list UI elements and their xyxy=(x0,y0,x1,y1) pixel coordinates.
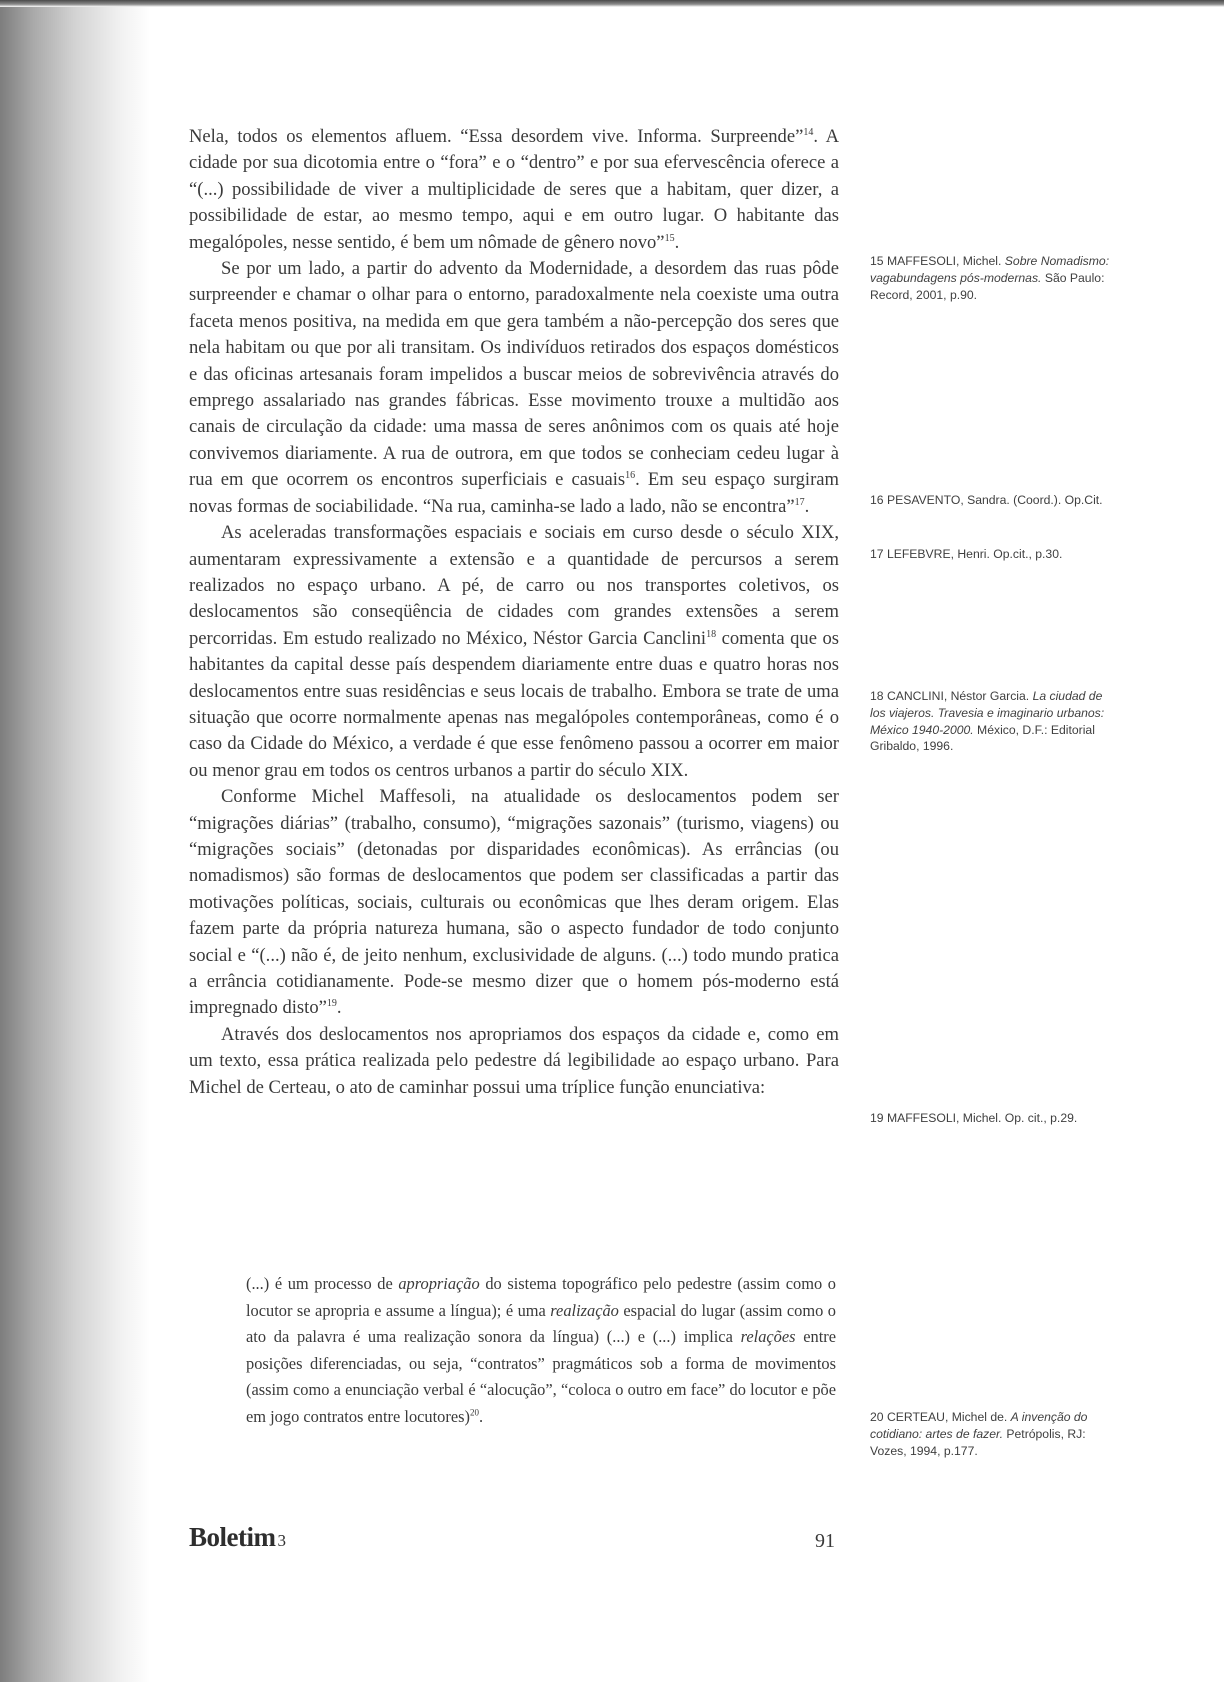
note-text: 18 CANCLINI, Néstor Garcia. xyxy=(870,689,1033,703)
text-run: do sistema topográfico pelo pedestre (assim como o locutor se apropria e assume a língua); é uma xyxy=(246,1274,836,1320)
text-run: . xyxy=(804,495,810,517)
note-title: A invenção do cotidiano: artes de fazer. xyxy=(870,1410,1088,1441)
publication-name: Boletim xyxy=(189,1522,276,1552)
sidenote-17 xyxy=(870,546,1110,563)
sidenote-18 xyxy=(870,688,1110,755)
note-text: 16 PESAVENTO, Sandra. (Coord.). Op.Cit. xyxy=(870,493,1103,507)
footnote-ref-18: 18 xyxy=(706,628,717,640)
block-quote xyxy=(246,1271,836,1430)
footnote-ref-16: 16 xyxy=(625,470,636,482)
text-run: Através dos deslocamentos nos apropriamos dos espaços da cidade e, como em um texto, essa prática realizada pelo pedestre dá legibilidade ao espaço urbano. Para Michel de Certeau, o ato de caminhar possui uma tríplice função enunciativa: xyxy=(189,1023,839,1098)
body-text xyxy=(189,124,839,1101)
text-run: . xyxy=(336,997,342,1019)
note-text: 19 MAFFESOLI, Michel. Op. cit., p.29. xyxy=(870,1111,1078,1125)
paragraph-2 xyxy=(189,256,839,520)
book-gutter-shadow xyxy=(0,0,150,1682)
note-text: México, D.F.: Editorial Gribaldo, 1996. xyxy=(870,722,1095,754)
text-run: . Em seu espaço surgiram novas formas de sociabilidade. “Na rua, caminha-se lado a lado, não se encontra” xyxy=(189,469,839,517)
paragraph-1 xyxy=(189,124,839,256)
note-text: 15 MAFFESOLI, Michel. xyxy=(870,254,1005,268)
emphasis: apropriação xyxy=(398,1274,480,1293)
text-run: . xyxy=(478,1406,484,1426)
footnote-ref-19: 19 xyxy=(326,998,337,1010)
text-run: As aceleradas transformações espaciais e sociais em curso desde o século XIX, aumentaram expressivamente a extensão e a quantidade de percursos a serem realizados no espaço urbano. A pé, de carro ou nos transportes coletivos, os deslocamentos são conseqüência de cidades com grandes extensões a serem percorridas. Em estudo realizado no México, Néstor Garcia Canclini xyxy=(189,522,839,649)
text-run: Se por um lado, a partir do advento da Modernidade, a desordem das ruas pôde surpreender e chamar o olhar para o entorno, paradoxalmente nela coexiste uma outra faceta menos positiva, na medida em que gera também a não-percepção dos seres que nela habitam ou que por ali transitam. Os indivíduos retirados dos espaços domésticos e das oficinas artesanais foram impelidos a buscar meios de sobrevivência através do emprego assalariado nas grandes fábricas. Esse movimento trouxe a multidão aos canais de circulação da cidade: uma massa de seres anônimos com os quais até hoje convivemos diariamente. A rua de outrora, em que todos se conheciam cedeu lugar à rua em que ocorrem os encontros superficiais e casuais xyxy=(189,258,839,491)
text-run: . A cidade por sua dicotomia entre o “fora” e o “dentro” e por sua efervescência oferece a “(...) possibilidade de viver a multiplicidade de seres que a habitam, quer dizer, a possibilidade de estar, ao mesmo tempo, aqui e em outro lugar. O habitante das megalópoles, nesse sentido, é bem um nômade de gênero novo” xyxy=(189,126,839,253)
footnote-ref-15: 15 xyxy=(664,232,675,244)
sidenote-16 xyxy=(870,492,1110,509)
note-text: Petrópolis, RJ: Vozes, 1994, p.177. xyxy=(870,1426,1086,1458)
paragraph-4 xyxy=(189,784,839,1022)
sidenote-15 xyxy=(870,253,1110,303)
page-top-edge xyxy=(0,0,1224,7)
publication-logo xyxy=(189,1522,285,1553)
note-title: Sobre Nomadismo: vagabundagens pós-modernas. xyxy=(870,254,1110,285)
text-run: . xyxy=(674,231,680,253)
paragraph-3 xyxy=(189,520,839,784)
text-run: entre posições diferenciadas, ou seja, “contratos” pragmáticos sob a forma de movimentos (assim como a enunciação verbal é “alocução”, “coloca o outro em face” do locutor e põe em jogo contratos entre locutores) xyxy=(246,1327,837,1426)
sidenote-19 xyxy=(870,1110,1110,1127)
issue-number: 3 xyxy=(277,1531,286,1550)
note-text: São Paulo: Record, 2001, p.90. xyxy=(870,270,1105,302)
text-run: (...) é um processo de xyxy=(246,1274,399,1293)
note-text: 17 LEFEBVRE, Henri. Op.cit., p.30. xyxy=(870,547,1063,561)
text-run: Conforme Michel Maffesoli, na atualidade os deslocamentos podem ser “migrações diárias” (trabalho, consumo), “migrações sazonais” (turismo, viagens) ou “migrações sociais” (detonadas por disparidades econômicas). As errâncias (ou nomadismos) são formas de deslocamentos que podem ser classificadas a partir das motivações políticas, sociais, culturais ou econômicas que lhes deram origem. Elas fazem parte da própria natureza humana, são o aspecto fundador de todo conjunto social e “(...) não é, de jeito nenhum, exclusividade de alguns. (...) todo mundo pratica a errância cotidianamente. Pode-se mesmo dizer que o homem pós-moderno está impregnado disto” xyxy=(189,786,839,1019)
footnote-ref-17: 17 xyxy=(794,496,805,508)
paragraph-5 xyxy=(189,1022,839,1101)
text-run: comenta que os habitantes da capital desse país despendem diariamente entre duas e quatro horas nos deslocamentos entre suas residências e seus locais de trabalho. Embora se trate de uma situação que ocorre normalmente apenas nas megalópoles contemporâneas, como é o caso da Cidade do México, a verdade é que esse fenômeno passou a ocorrer em maior ou menor grau em todos os centros urbanos a partir do século XIX. xyxy=(189,627,839,781)
footnote-ref-20: 20 xyxy=(469,1407,479,1418)
text-run: Nela, todos os elementos afluem. “Essa desordem vive. Informa. Surpreende” xyxy=(189,126,804,147)
page-number: 91 xyxy=(815,1530,835,1552)
footnote-ref-14: 14 xyxy=(803,126,814,138)
emphasis: realização xyxy=(550,1300,619,1320)
text-run: espacial do lugar (assim como o ato da palavra é uma realização sonora da língua) (...) e (...) implica xyxy=(246,1300,837,1346)
sidenote-20 xyxy=(870,1409,1110,1459)
note-title: La ciudad de los viajeros. Travesia e imaginario urbanos: México 1940-2000. xyxy=(870,689,1105,737)
note-text: 20 CERTEAU, Michel de. xyxy=(870,1410,1011,1424)
emphasis: relações xyxy=(740,1327,796,1346)
